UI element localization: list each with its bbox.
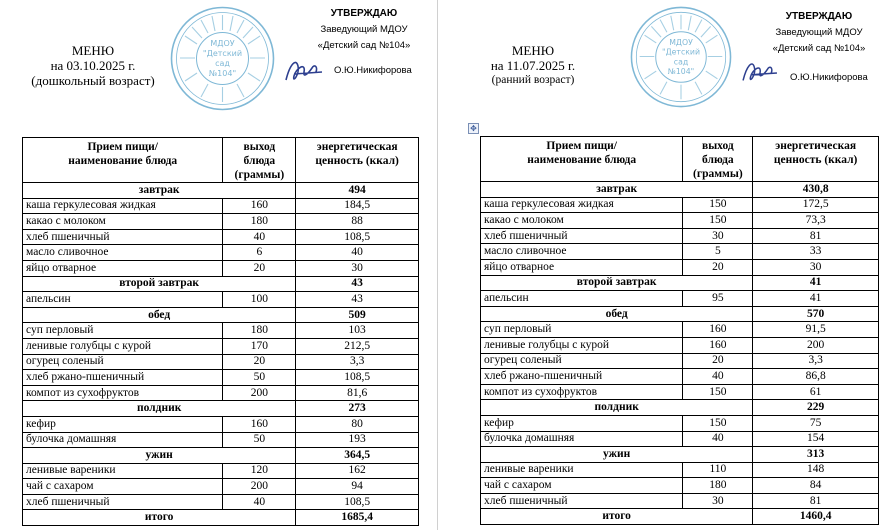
dish-row xyxy=(23,432,419,448)
dish-grams: 160 xyxy=(223,198,296,214)
dish-row xyxy=(23,260,419,276)
dish-name: булочка домашняя xyxy=(481,431,683,447)
dish-name: каша геркулесовая жидкая xyxy=(23,198,223,214)
menu-title: МЕНЮ xyxy=(71,43,115,58)
meal-kcal: 273 xyxy=(296,401,419,417)
column-header: Прием пищи/ наименование блюда xyxy=(481,137,683,182)
stamp-text: "Детский xyxy=(202,49,243,58)
dish-kcal: 162 xyxy=(296,463,419,479)
meal-name: завтрак xyxy=(23,183,296,199)
dish-row xyxy=(481,228,879,244)
dish-row xyxy=(23,370,419,386)
dish-row xyxy=(481,353,879,369)
meal-section-row xyxy=(23,448,419,464)
meal-name: завтрак xyxy=(481,182,753,198)
dish-row xyxy=(23,198,419,214)
dish-row xyxy=(23,494,419,510)
menu-age-group: (дошкольный возраст) xyxy=(31,73,155,88)
dish-grams: 95 xyxy=(683,291,753,307)
approver-name: О.Ю.Никифорова xyxy=(790,72,868,83)
dish-name: суп перловый xyxy=(23,323,223,339)
dish-kcal: 172,5 xyxy=(753,197,879,213)
meal-section-row xyxy=(481,306,879,322)
dish-row xyxy=(481,369,879,385)
meal-section-row xyxy=(481,447,879,463)
meal-kcal: 430,8 xyxy=(753,182,879,198)
dish-grams: 160 xyxy=(683,322,753,338)
stamp-text: сад xyxy=(673,57,689,67)
column-header: выход блюда (граммы) xyxy=(683,137,753,182)
dish-kcal: 108,5 xyxy=(296,229,419,245)
column-header: Прием пищи/ наименование блюда xyxy=(23,138,223,183)
dish-row xyxy=(481,291,879,307)
dish-kcal: 75 xyxy=(753,415,879,431)
dish-name: чай с сахаром xyxy=(481,478,683,494)
dish-grams: 150 xyxy=(683,197,753,213)
approval-heading: УТВЕРЖДАЮ xyxy=(785,11,853,22)
dish-kcal: 3,3 xyxy=(296,354,419,370)
approval-block xyxy=(300,6,428,54)
dish-kcal: 91,5 xyxy=(753,322,879,338)
dish-kcal: 73,3 xyxy=(753,213,879,229)
dish-grams: 180 xyxy=(683,478,753,494)
meal-name: полдник xyxy=(481,400,753,416)
menu-table xyxy=(22,137,419,526)
meal-section-row xyxy=(23,276,419,292)
dish-name: каша геркулесовая жидкая xyxy=(481,197,683,213)
total-label: итого xyxy=(481,509,753,525)
dish-kcal: 3,3 xyxy=(753,353,879,369)
table-header-row xyxy=(481,137,879,182)
dish-row xyxy=(23,229,419,245)
meal-kcal: 509 xyxy=(296,307,419,323)
dish-row xyxy=(481,244,879,260)
dish-row xyxy=(481,462,879,478)
dish-name: кефир xyxy=(23,416,223,432)
approver-name: О.Ю.Никифорова xyxy=(334,65,412,76)
dish-row xyxy=(481,478,879,494)
dish-row xyxy=(23,292,419,308)
table-header-row xyxy=(23,138,419,183)
meal-name: второй завтрак xyxy=(481,275,753,291)
dish-kcal: 30 xyxy=(296,260,419,276)
approval-heading: УТВЕРЖДАЮ xyxy=(330,8,398,19)
column-header: энергетическая ценность (ккал) xyxy=(296,138,419,183)
dish-name: хлеб пшеничный xyxy=(481,228,683,244)
dish-kcal: 184,5 xyxy=(296,198,419,214)
meal-kcal: 570 xyxy=(753,306,879,322)
meal-name: ужин xyxy=(481,447,753,463)
dish-kcal: 43 xyxy=(296,292,419,308)
dish-name: хлеб пшеничный xyxy=(23,229,223,245)
dish-row xyxy=(481,197,879,213)
column-header: энергетическая ценность (ккал) xyxy=(753,137,879,182)
dish-grams: 20 xyxy=(683,259,753,275)
dish-row xyxy=(23,479,419,495)
dish-name: булочка домашняя xyxy=(23,432,223,448)
menu-page-right xyxy=(448,0,889,530)
dish-kcal: 33 xyxy=(753,244,879,260)
dish-grams: 40 xyxy=(223,229,296,245)
approval-position: Заведующий МДОУ xyxy=(775,27,863,38)
dish-grams: 160 xyxy=(683,337,753,353)
dish-name: ленивые вареники xyxy=(481,462,683,478)
meal-name: полдник xyxy=(23,401,296,417)
total-label: итого xyxy=(23,510,296,526)
meal-section-row xyxy=(481,275,879,291)
dish-kcal: 103 xyxy=(296,323,419,339)
dish-name: чай с сахаром xyxy=(23,479,223,495)
dish-grams: 180 xyxy=(223,323,296,339)
dish-grams: 20 xyxy=(683,353,753,369)
stamp-text: сад xyxy=(215,59,230,68)
dish-name: апельсин xyxy=(481,291,683,307)
dish-kcal: 88 xyxy=(296,214,419,230)
table-move-handle-icon[interactable]: ✥ xyxy=(468,123,479,134)
dish-kcal: 86,8 xyxy=(753,369,879,385)
meal-section-row xyxy=(481,182,879,198)
meal-name: второй завтрак xyxy=(23,276,296,292)
dish-kcal: 193 xyxy=(296,432,419,448)
menu-date: на 03.10.2025 г. xyxy=(50,58,136,73)
dish-kcal: 94 xyxy=(296,479,419,495)
signature xyxy=(738,56,782,88)
dish-grams: 20 xyxy=(223,260,296,276)
dish-name: огурец соленый xyxy=(23,354,223,370)
dish-kcal: 108,5 xyxy=(296,370,419,386)
dish-grams: 30 xyxy=(683,493,753,509)
dish-kcal: 212,5 xyxy=(296,338,419,354)
dish-grams: 150 xyxy=(683,213,753,229)
dish-row xyxy=(23,245,419,261)
approval-organization: «Детский сад №104» xyxy=(772,43,866,54)
meal-kcal: 229 xyxy=(753,400,879,416)
dish-kcal: 108,5 xyxy=(296,494,419,510)
approval-position: Заведующий МДОУ xyxy=(320,24,408,35)
dish-grams: 160 xyxy=(223,416,296,432)
menu-table xyxy=(480,136,879,525)
dish-kcal: 30 xyxy=(753,259,879,275)
dish-row xyxy=(481,322,879,338)
stamp-text: №104" xyxy=(208,69,237,78)
dish-row xyxy=(481,213,879,229)
meal-name: обед xyxy=(23,307,296,323)
dish-row xyxy=(481,431,879,447)
approval-block xyxy=(754,9,884,57)
dish-kcal: 40 xyxy=(296,245,419,261)
meal-name: обед xyxy=(481,306,753,322)
dish-grams: 150 xyxy=(683,415,753,431)
dish-name: апельсин xyxy=(23,292,223,308)
dish-name: компот из сухофруктов xyxy=(23,385,223,401)
dish-kcal: 154 xyxy=(753,431,879,447)
dish-name: какао с молоком xyxy=(481,213,683,229)
dish-grams: 200 xyxy=(223,479,296,495)
dish-grams: 40 xyxy=(223,494,296,510)
dish-name: яйцо отварное xyxy=(481,259,683,275)
menu-heading xyxy=(18,43,168,88)
menu-page-left xyxy=(0,0,438,530)
signature xyxy=(282,54,326,88)
dish-kcal: 81 xyxy=(753,228,879,244)
meal-section-row xyxy=(23,401,419,417)
stamp-text: №104" xyxy=(667,67,695,76)
dish-kcal: 81,6 xyxy=(296,385,419,401)
dish-grams: 100 xyxy=(223,292,296,308)
dish-name: ленивые вареники xyxy=(23,463,223,479)
dish-grams: 170 xyxy=(223,338,296,354)
dish-grams: 200 xyxy=(223,385,296,401)
dish-name: огурец соленый xyxy=(481,353,683,369)
dish-name: компот из сухофруктов xyxy=(481,384,683,400)
official-stamp xyxy=(630,6,732,108)
dish-name: хлеб пшеничный xyxy=(481,493,683,509)
meal-section-row xyxy=(23,183,419,199)
dish-grams: 40 xyxy=(683,369,753,385)
dish-row xyxy=(481,259,879,275)
meal-section-row xyxy=(23,307,419,323)
dish-row xyxy=(481,337,879,353)
column-header: выход блюда (граммы) xyxy=(223,138,296,183)
total-row xyxy=(23,510,419,526)
dish-grams: 6 xyxy=(223,245,296,261)
menu-age-group: (ранний возраст) xyxy=(491,74,575,86)
total-row xyxy=(481,509,879,525)
dish-name: хлеб пшеничный xyxy=(23,494,223,510)
dish-kcal: 61 xyxy=(753,384,879,400)
dish-row xyxy=(23,338,419,354)
dish-grams: 5 xyxy=(683,244,753,260)
total-kcal: 1460,4 xyxy=(753,509,879,525)
dish-row xyxy=(23,214,419,230)
meal-kcal: 43 xyxy=(296,276,419,292)
dish-grams: 180 xyxy=(223,214,296,230)
meal-name: ужин xyxy=(23,448,296,464)
dish-row xyxy=(23,385,419,401)
menu-heading xyxy=(468,43,598,88)
dish-row xyxy=(481,384,879,400)
dish-row xyxy=(23,323,419,339)
meal-kcal: 364,5 xyxy=(296,448,419,464)
dish-grams: 120 xyxy=(223,463,296,479)
approval-organization: «Детский сад №104» xyxy=(317,40,411,51)
dish-kcal: 148 xyxy=(753,462,879,478)
dish-grams: 30 xyxy=(683,228,753,244)
stamp-text: МДОУ xyxy=(669,37,693,47)
dish-kcal: 80 xyxy=(296,416,419,432)
meal-kcal: 313 xyxy=(753,447,879,463)
dish-name: яйцо отварное xyxy=(23,260,223,276)
dish-kcal: 200 xyxy=(753,337,879,353)
meal-section-row xyxy=(481,400,879,416)
menu-title: МЕНЮ xyxy=(511,43,555,58)
total-kcal: 1685,4 xyxy=(296,510,419,526)
dish-kcal: 81 xyxy=(753,493,879,509)
dish-row xyxy=(481,493,879,509)
official-stamp xyxy=(170,6,275,111)
dish-grams: 50 xyxy=(223,370,296,386)
dish-kcal: 84 xyxy=(753,478,879,494)
dish-name: кефир xyxy=(481,415,683,431)
dish-grams: 150 xyxy=(683,384,753,400)
dish-kcal: 41 xyxy=(753,291,879,307)
dish-name: ленивые голубцы с курой xyxy=(23,338,223,354)
dish-name: хлеб ржано-пшеничный xyxy=(481,369,683,385)
dish-name: масло сливочное xyxy=(23,245,223,261)
dish-name: какао с молоком xyxy=(23,214,223,230)
stamp-text: "Детский xyxy=(662,47,700,57)
dish-grams: 40 xyxy=(683,431,753,447)
dish-grams: 110 xyxy=(683,462,753,478)
dish-grams: 50 xyxy=(223,432,296,448)
dish-name: ленивые голубцы с курой xyxy=(481,337,683,353)
dish-row xyxy=(481,415,879,431)
stamp-text: МДОУ xyxy=(210,39,235,48)
dish-name: хлеб ржано-пшеничный xyxy=(23,370,223,386)
dish-name: суп перловый xyxy=(481,322,683,338)
dish-name: масло сливочное xyxy=(481,244,683,260)
dish-grams: 20 xyxy=(223,354,296,370)
dish-row xyxy=(23,416,419,432)
meal-kcal: 494 xyxy=(296,183,419,199)
dish-row xyxy=(23,354,419,370)
menu-date: на 11.07.2025 г. xyxy=(490,58,576,73)
meal-kcal: 41 xyxy=(753,275,879,291)
dish-row xyxy=(23,463,419,479)
